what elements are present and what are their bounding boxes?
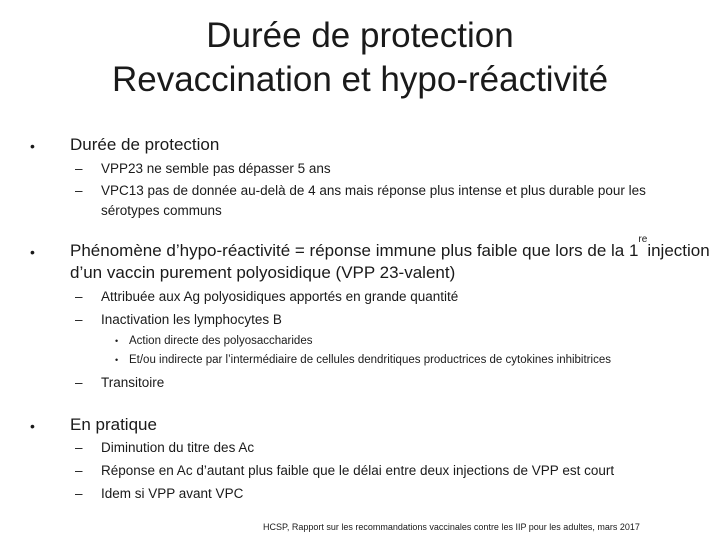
title-line-1: Durée de protection [206, 16, 514, 55]
section1-item-1: – VPP23 ne semble pas dépasser 5 ans [75, 161, 331, 176]
section3-heading: En pratique [70, 415, 157, 434]
section2-heading-line1: Phénomène d’hypo-réactivité = réponse immune plus faible que lors de la 1 re injection [70, 234, 710, 260]
section2-item-1: – Attribuée aux Ag polyosidiques apportés en grande quantité [75, 289, 459, 304]
section3-item-1: – Diminution du titre des Ac [75, 440, 255, 455]
section2-item-3: – Transitoire [75, 375, 165, 390]
section2-subitem-1: • Action directe des polyosaccharides [115, 335, 313, 347]
section1-item-2-cont: sérotypes communs [101, 203, 222, 218]
section3-item-3: – Idem si VPP avant VPC [75, 486, 244, 501]
bullet-1: • [30, 138, 35, 154]
section3-item-2: – Réponse en Ac d’autant plus faible que le délai entre deux injections de VPP est court [75, 463, 615, 478]
source-footer: HCSP, Rapport sur les recommandations vaccinales contre les IIP pour les adultes, mars 2017 [263, 522, 640, 532]
bullet-3: • [30, 418, 35, 434]
bullet-2: • [30, 244, 35, 260]
section2-item-2: – Inactivation les lymphocytes B [75, 312, 282, 327]
slide-title [0, 14, 720, 102]
section1-heading: Durée de protection [70, 135, 220, 154]
title-line-2: Revaccination et hypo-réactivité [111, 60, 609, 99]
section2-subitem-2: • Et/ou indirecte par l’intermédiaire de cellules dendritiques productrices de cytokines inhibitrices [115, 354, 611, 366]
section2-heading-line2: d’un vaccin purement polyosidique (VPP 23-valent) [70, 263, 456, 282]
section1-item-2: – VPC13 pas de donnée au-delà de 4 ans mais réponse plus intense et plus durable pour les [75, 183, 646, 198]
